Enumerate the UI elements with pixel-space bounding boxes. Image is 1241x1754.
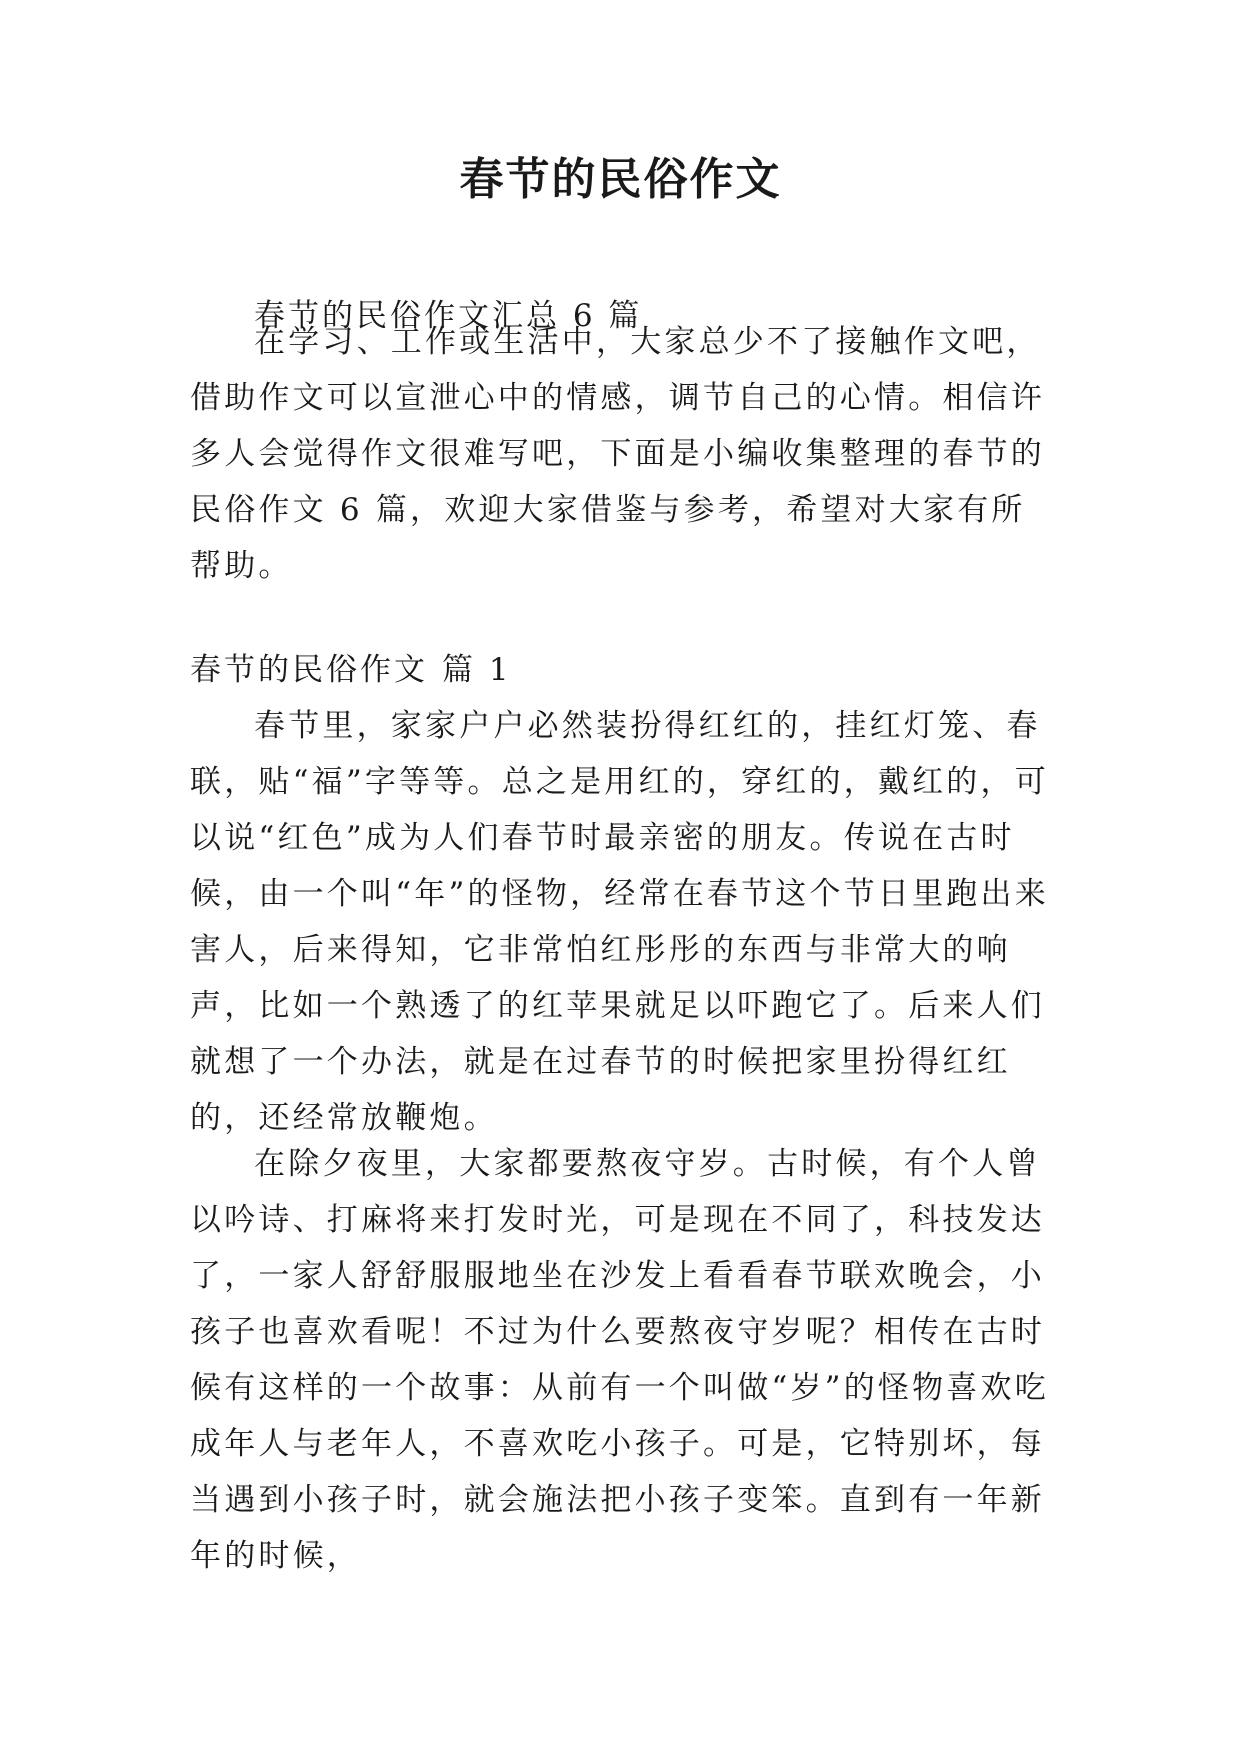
- body-paragraph-2: 在除夕夜里，大家都要熬夜守岁。古时候，有个人曾以吟诗、打麻将来打发时光，可是现在不同了，科技发达了，一家人舒舒服服地坐在沙发上看看春节联欢晚会，小孩子也喜欢看呢！不过为什么要熬夜守岁呢？相传在古时候有这样的一个故事：从前有一个叫做“岁”的怪物喜欢吃成年人与老年人，不喜欢吃小孩子。可是，它特别坏，每当遇到小孩子时，就会施法把小孩子变笨。直到有一年新年的时候，: [190, 1146, 1049, 1574]
- intro-paragraph: 在学习、工作或生活中，大家总少不了接触作文吧，借助作文可以宣泄心中的情感，调节自己的心情。相信许多人会觉得作文很难写吧，下面是小编收集整理的春节的民俗作文 6 篇，欢迎大家借鉴与参考，希望对大家有所帮助。: [190, 324, 1045, 584]
- section-heading: [190, 642, 512, 698]
- section-heading-number: 篇 1: [442, 652, 512, 688]
- document-title: 春节的民俗作文: [459, 154, 782, 205]
- section-heading-title: 春节的民俗作文: [190, 652, 428, 688]
- document-subtitle: 春节的民俗作文汇总 6 篇: [254, 298, 643, 334]
- body-paragraph-1: 春节里，家家户户必然装扮得红红的，挂红灯笼、春联，贴“福”字等等。总之是用红的，穿红的，戴红的，可以说“红色”成为人们春节时最亲密的朋友。传说在古时候，由一个叫“年”的怪物，经常在春节这个节日里跑出来害人，后来得知，它非常怕红彤彤的东西与非常大的响声，比如一个熟透了的红苹果就足以吓跑它了。后来人们就想了一个办法，就是在过春节的时候把家里扮得红红的，还经常放鞭炮。: [190, 708, 1049, 1136]
